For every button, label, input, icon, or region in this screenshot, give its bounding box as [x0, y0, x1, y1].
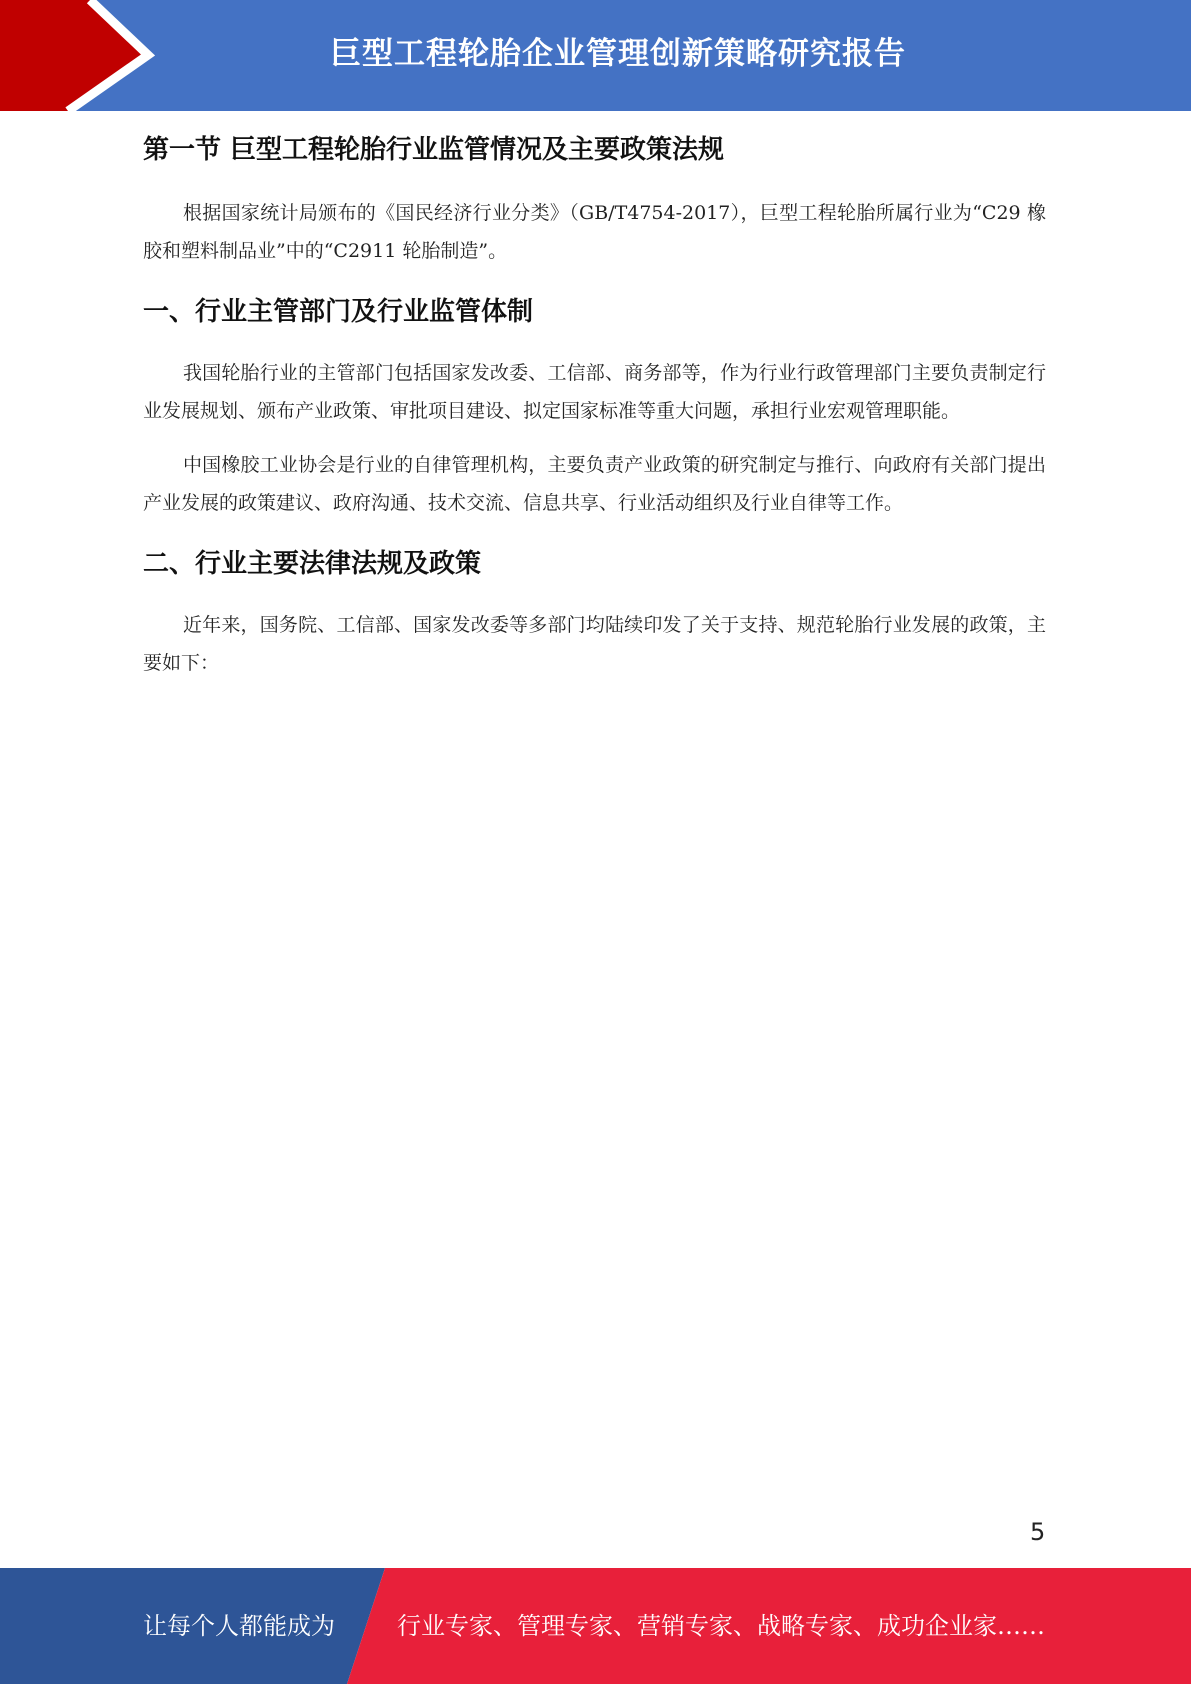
- intro-paragraph: 根据国家统计局颁布的《国民经济行业分类》（GB/T4754-2017），巨型工程轮胎所属行业为“C29 橡胶和塑料制品业”中的“C2911 轮胎制造”。: [143, 202, 1046, 262]
- document-body: [143, 130, 1046, 698]
- header-title: 巨型工程轮胎企业管理创新策略研究报告: [330, 36, 906, 72]
- regulators-paragraph-2: 中国橡胶工业协会是行业的自律管理机构，主要负责产业政策的研究制定与推行、向政府有关部门提出产业发展的政策建议、政府沟通、技术交流、信息共享、行业活动组织及行业自律等工作。: [143, 454, 1046, 514]
- policies-paragraph: 近年来，国务院、工信部、国家发改委等多部门均陆续印发了关于支持、规范轮胎行业发展的政策，主要如下：: [143, 614, 1046, 674]
- page-header-band: [0, 0, 1191, 111]
- footer-slogan-left: 让每个人都能成为: [143, 1612, 335, 1640]
- footer-slogan-right: 行业专家、管理专家、营销专家、战略专家、成功企业家……: [397, 1612, 1045, 1640]
- header-red-shape: [0, 0, 148, 111]
- page-number: 5: [1030, 1518, 1046, 1546]
- subsection-title-regulators: 一、行业主管部门及行业监管体制: [143, 297, 534, 327]
- subsection-title-policies: 二、行业主要法律法规及政策: [143, 549, 482, 579]
- header-red-chevron: [0, 0, 180, 111]
- regulators-paragraph-1: 我国轮胎行业的主管部门包括国家发改委、工信部、商务部等，作为行业行政管理部门主要负责制定行业发展规划、颁布产业政策、审批项目建设、拟定国家标准等重大问题，承担行业宏观管理职能。: [143, 362, 1046, 422]
- section-title: 第一节 巨型工程轮胎行业监管情况及主要政策法规: [143, 135, 725, 165]
- page-footer-band: [0, 1568, 1191, 1684]
